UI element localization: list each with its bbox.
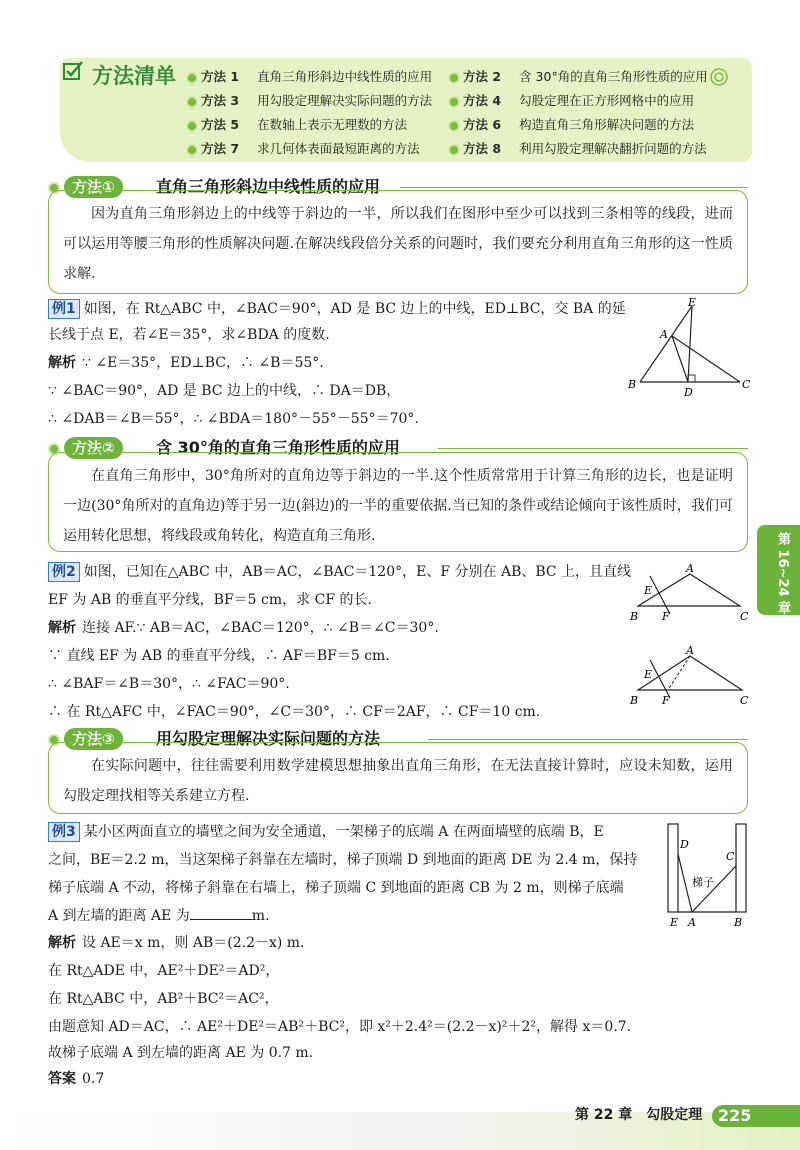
method-item-2: 方法 2 含 30°角的直角三角形性质的应用: [448, 67, 708, 85]
method-description-box: 在实际问题中，往往需要利用数学建模思想抽象出直角三角形，在无法直接计算时，应设未知数，运用勾股定理找相等关系建立方程.: [48, 742, 748, 814]
example-label: 例2: [48, 562, 80, 582]
point-label-a: A: [688, 916, 696, 929]
bullet-icon: [448, 96, 460, 108]
example-1-line-2: 长线于点 E，若∠E＝35°，求∠BDA 的度数.: [48, 327, 330, 343]
example-3-solution-3: 在 Rt△ABC 中，AB²＋BC²＝AC²，: [48, 991, 279, 1007]
example-1-solution-2: ∵ ∠BAC＝90°，AD 是 BC 边上的中线，∴ DA＝DB，: [48, 383, 401, 399]
example-label: 例3: [48, 822, 80, 842]
divider: [400, 187, 748, 188]
point-label-b: B: [734, 916, 743, 929]
example-2-figure-1: [628, 562, 752, 622]
point-label-e: E: [670, 916, 679, 929]
example-2-line-2: EF 为 AB 的垂直平分线，BF＝5 cm，求 CF 的长.: [48, 592, 372, 608]
method-item-1: 方法 1 直角三角形斜边中线性质的应用: [186, 67, 432, 85]
example-2-solution-2: ∵ 直线 EF 为 AB 的垂直平分线，∴ AF＝BF＝5 cm.: [48, 648, 390, 664]
example-3-line-3: 梯子底端 A 不动，将梯子斜靠在右墙上，梯子顶端 C 到地面的距离 CB 为 2 m，则梯子底端: [48, 880, 624, 896]
method-item-5: 方法 5 在数轴上表示无理数的方法: [186, 115, 407, 133]
bullet-icon: [448, 120, 460, 132]
example-3-figure: [662, 820, 756, 932]
chapter-side-tab-label: 第 16~24 章: [775, 532, 790, 615]
example-2-solution-3: ∴ ∠BAF＝∠B＝30°，∴ ∠FAC＝90°.: [48, 676, 290, 692]
example-3-solution-2: 在 Rt△ADE 中，AE²＋DE²＝AD²，: [48, 963, 280, 979]
bullet-icon: [186, 120, 198, 132]
example-2-figure-2: [628, 644, 752, 706]
method-item-3: 方法 3 用勾股定理解决实际问题的方法: [186, 91, 432, 109]
point-label-f: F: [662, 610, 670, 622]
example-2-solution-4: ∴ 在 Rt△AFC 中，∠FAC＝90°，∠C＝30°，∴ CF＝2AF，∴ CF＝10 cm.: [48, 704, 541, 720]
swirl-icon: [708, 66, 730, 88]
page-number: 225: [718, 1106, 752, 1125]
point-label-b: B: [630, 694, 639, 706]
example-1-line-1: 例1 如图，在 Rt△ABC 中，∠BAC＝90°，AD 是 BC 边上的中线，ED⊥BC，交 BA 的延: [48, 298, 626, 320]
point-label-c: C: [740, 610, 749, 622]
example-2-line-1: 例2 如图，已知在△ABC 中，AB＝AC，∠BAC＝120°，E、F 分别在 AB、BC 上，且直线: [48, 561, 631, 583]
point-label-a: A: [686, 644, 694, 657]
method-item-6: 方法 6 构造直角三角形解决问题的方法: [448, 115, 694, 133]
point-label-d: D: [680, 838, 689, 851]
method-item-8: 方法 8 利用勾股定理解决翻折问题的方法: [448, 139, 707, 157]
bullet-icon: [186, 72, 198, 84]
method-description-box: 因为直角三角形斜边上的中线等于斜边的一半，所以我们在图形中至少可以找到三条相等的线段，进而可以运用等腰三角形的性质解决问题.在解决线段倍分关系的问题时，我们要充分利用直角三角形的这一性质求解.: [48, 190, 748, 294]
example-1-solution-1: 解析 ∵ ∠E＝35°，ED⊥BC，∴ ∠B＝55°.: [48, 355, 324, 371]
point-label-b: B: [630, 610, 639, 622]
ladder-label: 梯子: [692, 876, 714, 889]
point-label-d: D: [684, 386, 693, 399]
point-label-e: E: [688, 296, 697, 309]
bullet-icon: [448, 144, 460, 156]
point-label-c: C: [740, 694, 749, 706]
section-pill: 方法③: [64, 728, 123, 750]
checkbox-icon: [62, 60, 84, 82]
example-1-figure: [622, 296, 754, 400]
point-label-f: F: [662, 694, 670, 706]
point-label-a: A: [660, 328, 668, 341]
section-title: 直角三角形斜边中线性质的应用: [156, 177, 381, 196]
divider: [428, 739, 748, 740]
example-3-line-1: 例3 某小区两面直立的墙壁之间为安全通道，一架梯子的底端 A 在两面墙壁的底端 B，E: [48, 821, 604, 843]
bullet-icon: [186, 96, 198, 108]
method-description-box: 在直角三角形中，30°角所对的直角边等于斜边的一半.这个性质常常用于计算三角形的边长，也是证明一边(30°角所对的直角边)等于另一边(斜边)的一半的重要依据.当已知的条件或结论倾向于该性质时，我们可运用转化思想，将线段或角转化，构造直角三角形.: [48, 452, 748, 552]
footer-chapter: 第 22 章 勾股定理: [575, 1107, 703, 1123]
section-title: 用勾股定理解决实际问题的方法: [156, 729, 381, 748]
method-item-4: 方法 4 勾股定理在正方形网格中的应用: [448, 91, 694, 109]
method-item-7: 方法 7 求几何体表面最短距离的方法: [186, 139, 420, 157]
point-label-c: C: [742, 378, 751, 391]
example-3-line-2: 之间，BE＝2.2 m，当这架梯子斜靠在左墙时，梯子顶端 D 到地面的距离 DE 为 2.4 m，保持: [48, 852, 638, 868]
point-label-e: E: [644, 584, 653, 597]
example-label: 例1: [48, 299, 80, 319]
point-label-c: C: [726, 850, 735, 863]
bullet-icon: [186, 144, 198, 156]
point-label-b: B: [628, 378, 637, 391]
divider: [438, 448, 748, 449]
example-3-answer: 答案 0.7: [48, 1071, 105, 1087]
answer-blank: [190, 905, 252, 920]
point-label-e: E: [644, 668, 653, 681]
example-3-solution-5: 故梯子底端 A 到左墙的距离 AE 为 0.7 m.: [48, 1045, 314, 1061]
point-label-a: A: [686, 562, 694, 575]
example-1-solution-3: ∴ ∠DAB＝∠B＝55°，∴ ∠BDA＝180°－55°－55°＝70°.: [48, 411, 419, 427]
example-3-solution-1: 解析 设 AE＝x m，则 AB＝(2.2－x) m.: [48, 935, 305, 951]
section-title: 含 30°角的直角三角形性质的应用: [156, 438, 400, 457]
banner-title: 方法清单: [92, 64, 176, 88]
example-3-solution-4: 由题意知 AD＝AC，∴ AE²＋DE²＝AB²＋BC²，即 x²＋2.4²＝(2.2－x)²＋2²，解得 x＝0.7.: [48, 1019, 632, 1035]
section-pill: 方法②: [64, 437, 123, 459]
example-3-line-4: A 到左墙的距离 AE 为 m.: [48, 905, 270, 927]
section-pill: 方法①: [64, 176, 123, 198]
example-2-solution-1: 解析 连接 AF.∵ AB＝AC，∠BAC＝120°，∴ ∠B＝∠C＝30°.: [48, 620, 439, 636]
bullet-icon: [448, 72, 460, 84]
